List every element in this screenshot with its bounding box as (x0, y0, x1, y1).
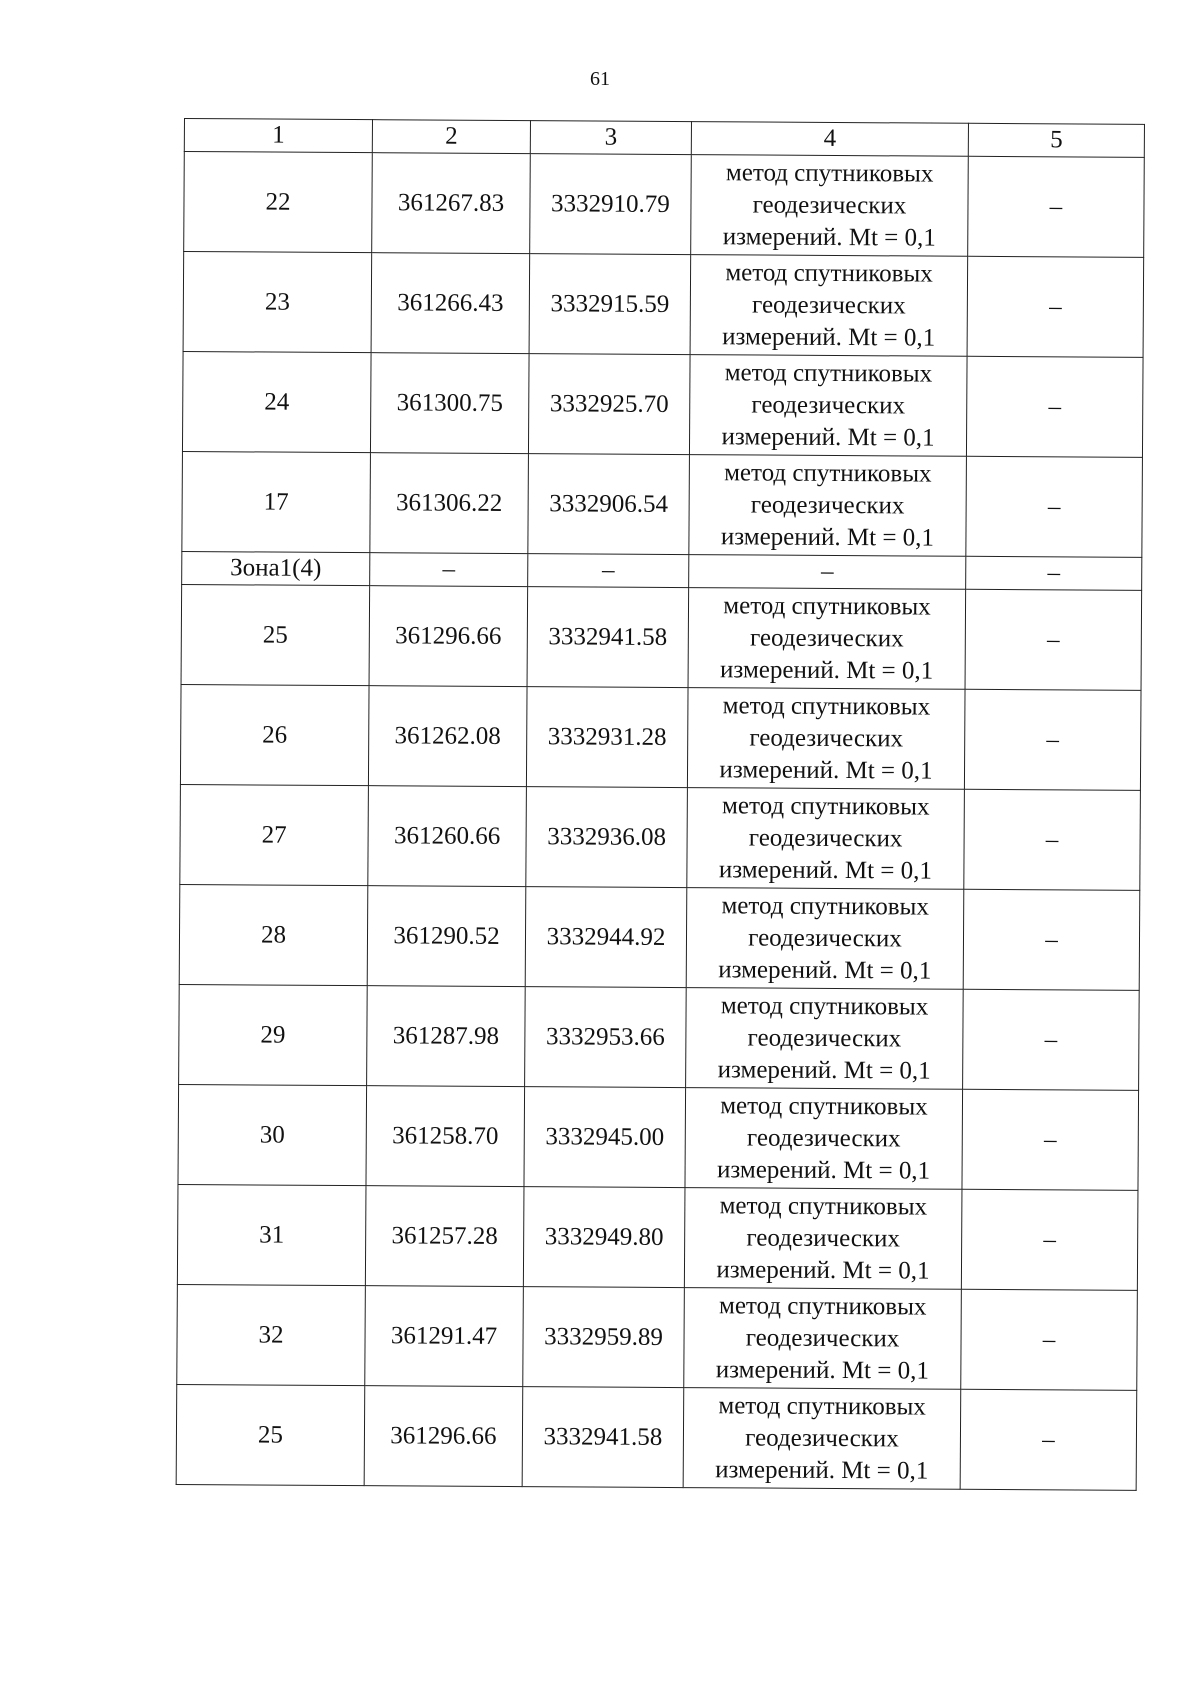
method-cell (690, 255, 968, 357)
y-coordinate-cell: 3332925.70 (528, 354, 690, 455)
method-cell (684, 1188, 962, 1290)
point-number-cell: 27 (180, 784, 369, 885)
method-line: метод спутниковых (720, 991, 929, 1021)
method-cell (689, 455, 967, 557)
table-row (184, 152, 1145, 258)
point-number-cell: 29 (179, 984, 368, 1085)
method-line: метод спутниковых (722, 691, 931, 721)
method-cell (689, 355, 967, 457)
x-coordinate-cell: 361266.43 (371, 253, 530, 354)
method-cell (687, 788, 965, 890)
note-cell: – (964, 689, 1141, 790)
method-line: измерений. Mt = 0,1 (720, 522, 935, 552)
method-line: геодезических (745, 1423, 899, 1452)
point-number-cell: 22 (184, 152, 373, 253)
method-line: геодезических (747, 1023, 902, 1052)
x-coordinate-cell: 361300.75 (370, 353, 529, 454)
coordinates-table (176, 118, 1145, 1491)
note-cell: – (961, 1289, 1138, 1390)
note-cell: – (960, 1389, 1137, 1490)
y-coordinate-cell: 3332906.54 (528, 454, 690, 555)
x-coordinate-cell: 361258.70 (366, 1086, 525, 1187)
method-line: геодезических (749, 723, 904, 752)
point-number-cell: 17 (182, 451, 371, 552)
y-coordinate-cell: 3332953.66 (525, 987, 687, 1088)
method-line: измерений. Mt = 0,1 (716, 1255, 930, 1285)
x-coordinate-cell: 361257.28 (365, 1186, 524, 1287)
method-line: метод спутниковых (723, 591, 931, 621)
method-cell (686, 988, 964, 1090)
note-cell: – (966, 356, 1143, 457)
x-coordinate-cell: 361296.66 (364, 1386, 523, 1487)
method-cell (688, 588, 966, 690)
table-row (180, 684, 1141, 790)
method-line: геодезических (748, 923, 902, 952)
method-line: метод спутниковых (724, 358, 933, 388)
method-line: измерений. Mt = 0,1 (720, 655, 934, 685)
method-line: геодезических (749, 623, 904, 652)
note-cell: – (964, 789, 1141, 890)
y-coordinate-cell: 3332936.08 (526, 787, 688, 888)
method-line: измерений. Mt = 0,1 (717, 1055, 931, 1085)
header-cell: 3 (530, 121, 691, 155)
table-row (181, 584, 1142, 690)
table-row (179, 884, 1140, 990)
table-row (182, 451, 1143, 557)
note-cell: – (966, 456, 1143, 557)
x-coordinate-cell: 361262.08 (368, 686, 527, 787)
method-line: метод спутниковых (725, 258, 933, 288)
method-line: измерений. Mt = 0,1 (718, 955, 932, 985)
x-coordinate-cell: 361287.98 (367, 986, 526, 1087)
x-coordinate-cell: 361267.83 (372, 153, 531, 254)
method-line: измерений. Mt = 0,1 (719, 755, 933, 785)
point-number-cell: 23 (183, 252, 372, 353)
table-body (176, 119, 1144, 1491)
method-line: метод спутниковых (724, 458, 932, 488)
method-line: измерений. Mt = 0,1 (715, 1455, 929, 1485)
x-coordinate-cell: 361291.47 (365, 1286, 524, 1387)
method-cell (686, 888, 964, 990)
note-cell: – (966, 556, 1142, 590)
header-cell: 2 (372, 120, 530, 154)
method-line: геодезических (745, 1323, 900, 1352)
point-number-cell: 25 (176, 1384, 365, 1485)
table-row (183, 252, 1144, 358)
note-cell: – (962, 1089, 1139, 1190)
x-coordinate-cell: – (370, 553, 528, 587)
note-cell: – (961, 1189, 1138, 1290)
method-line: метод спутниковых (722, 791, 930, 821)
method-line: измерений. Mt = 0,1 (716, 1155, 931, 1185)
method-line: – (820, 557, 834, 585)
coordinates-table-wrapper (176, 118, 1144, 1491)
header-cell: 5 (968, 123, 1144, 157)
method-line: геодезических (746, 1223, 901, 1252)
method-line: геодезических (748, 823, 903, 852)
y-coordinate-cell: 3332910.79 (530, 154, 692, 255)
method-cell (691, 155, 969, 257)
method-line: геодезических (746, 1123, 901, 1152)
table-row (177, 1184, 1138, 1290)
method-line: геодезических (750, 490, 905, 519)
point-number-cell: 28 (179, 884, 368, 985)
y-coordinate-cell: 3332945.00 (524, 1087, 686, 1188)
y-coordinate-cell: – (528, 554, 689, 588)
method-line: геодезических (751, 390, 906, 419)
table-row (182, 351, 1143, 457)
note-cell: – (965, 589, 1142, 690)
method-line: геодезических (752, 190, 907, 219)
method-line: измерений. Mt = 0,1 (722, 322, 936, 352)
method-line: измерений. Mt = 0,1 (721, 422, 935, 452)
method-cell (687, 688, 965, 790)
note-cell: – (963, 889, 1140, 990)
method-line: измерений. Mt = 0,1 (715, 1355, 929, 1385)
method-line: метод спутниковых (719, 1191, 928, 1221)
y-coordinate-cell: 3332941.58 (527, 587, 689, 688)
method-line: метод спутниковых (718, 1291, 927, 1321)
table-row (176, 1384, 1137, 1490)
table-row (178, 1084, 1139, 1190)
method-line: метод спутниковых (721, 891, 929, 921)
table-row (180, 784, 1141, 890)
x-coordinate-cell: 361296.66 (369, 586, 528, 687)
y-coordinate-cell: 3332931.28 (526, 687, 688, 788)
y-coordinate-cell: 3332915.59 (529, 254, 691, 355)
y-coordinate-cell: 3332959.89 (523, 1287, 685, 1388)
method-cell (684, 1288, 962, 1390)
method-line: метод спутниковых (718, 1391, 926, 1421)
method-line: метод спутниковых (720, 1091, 928, 1121)
y-coordinate-cell: 3332944.92 (525, 887, 687, 988)
point-number-cell: 26 (180, 684, 369, 785)
y-coordinate-cell: 3332949.80 (523, 1187, 685, 1288)
point-number-cell: 32 (177, 1284, 366, 1385)
page-number: 61 (590, 68, 610, 90)
x-coordinate-cell: 361306.22 (370, 453, 529, 554)
point-number-cell: 25 (181, 584, 370, 685)
method-cell (685, 1088, 963, 1190)
method-cell (689, 555, 966, 590)
method-cell (683, 1388, 961, 1490)
point-number-cell: 24 (182, 351, 371, 452)
method-line: геодезических (751, 290, 906, 319)
header-cell: 1 (184, 119, 372, 153)
table-row (179, 984, 1140, 1090)
method-line: измерений. Mt = 0,1 (718, 855, 933, 885)
x-coordinate-cell: 361290.52 (367, 886, 526, 987)
table-row (177, 1284, 1138, 1390)
method-line: метод спутниковых (725, 158, 934, 188)
header-cell: 4 (691, 122, 968, 157)
point-number-cell: Зона1(4) (182, 551, 370, 585)
note-cell: – (968, 156, 1145, 257)
x-coordinate-cell: 361260.66 (368, 786, 527, 887)
point-number-cell: 31 (177, 1184, 366, 1285)
note-cell: – (963, 989, 1140, 1090)
y-coordinate-cell: 3332941.58 (522, 1387, 684, 1488)
method-line: измерений. Mt = 0,1 (722, 222, 936, 252)
point-number-cell: 30 (178, 1084, 367, 1185)
note-cell: – (967, 256, 1144, 357)
